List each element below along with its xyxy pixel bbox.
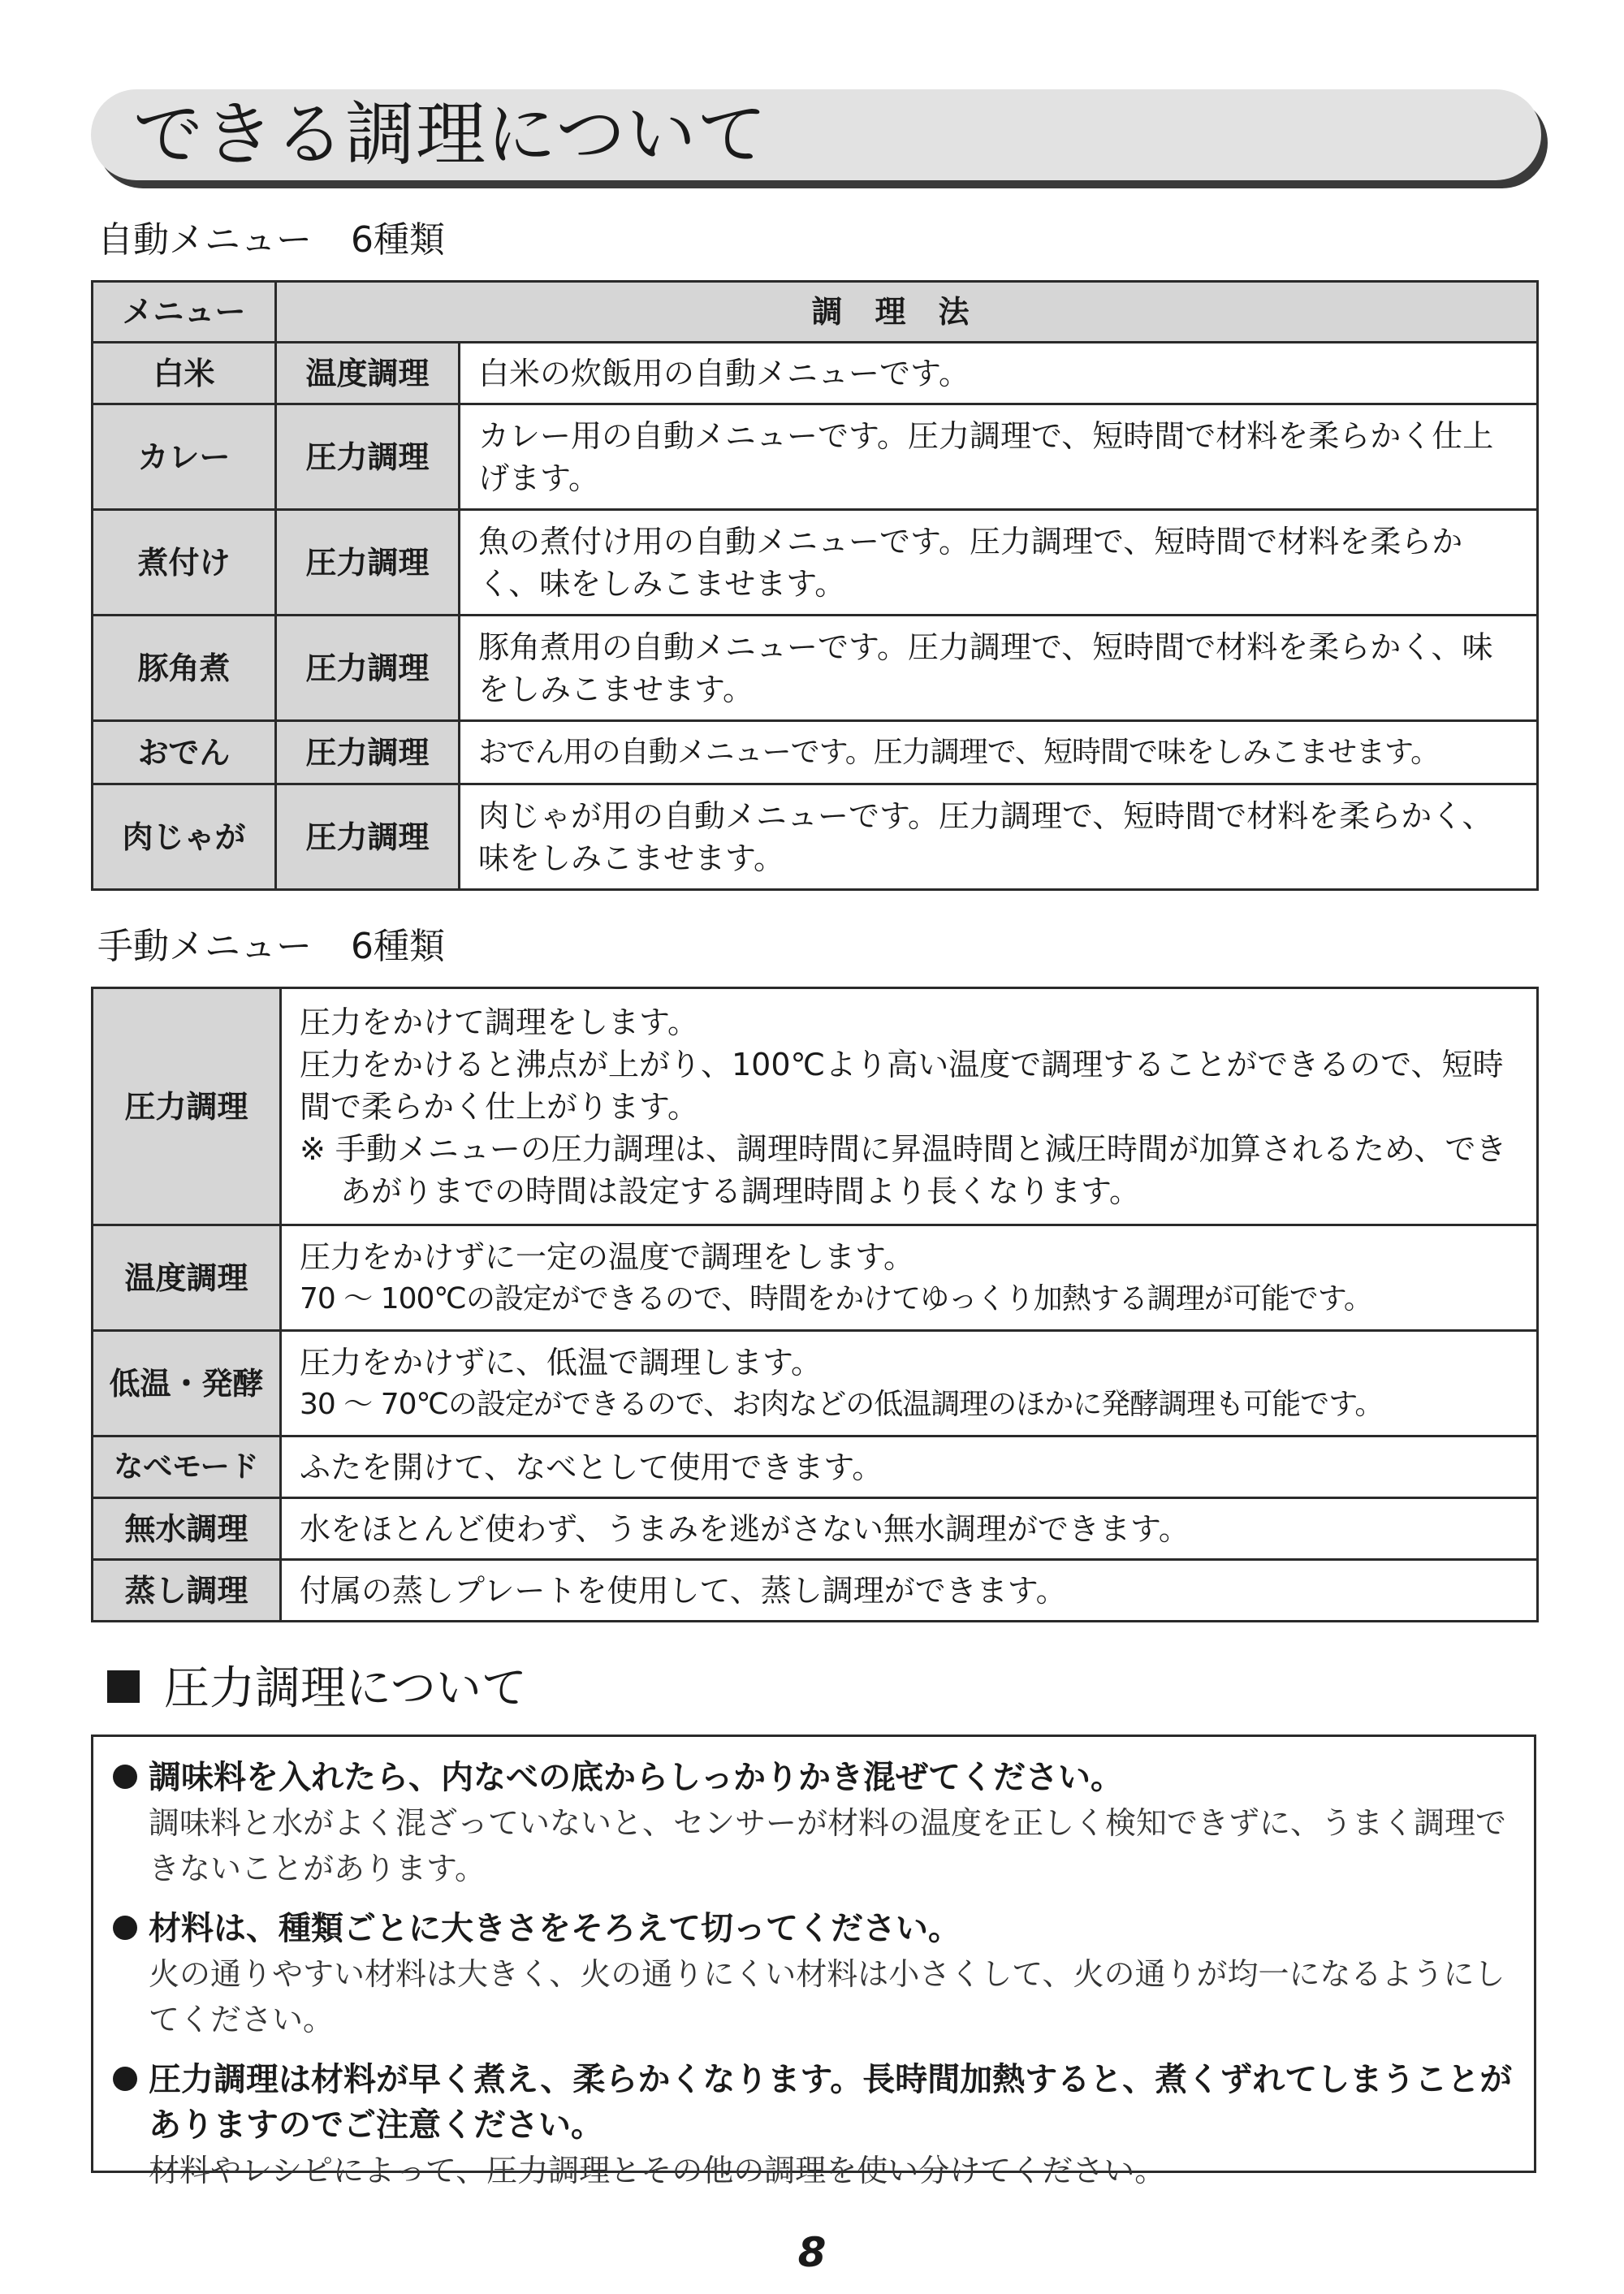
menu-name: 白米 [93,343,276,404]
page-title-banner [91,89,1541,180]
auto-menu-count: 6種類 [351,219,445,261]
manual-menu-heading [97,924,445,970]
menu-name: おでん [93,721,276,784]
menu-description: 魚の煮付け用の自動メニューです。圧力調理で、短時間で材料を柔らかく、味をしみこませます。 [460,510,1538,616]
table-row [93,404,1538,510]
mode-name: 低温・発酵 [93,1331,281,1436]
cooking-type: 温度調理 [276,343,460,404]
notice-body: 火の通りやすい材料は大きく、火の通りにくい材料は小さくして、火の通りが均一になるようにしてください。 [149,1956,1505,2037]
mode-description [281,1225,1538,1331]
menu-name: カレー [93,404,276,510]
menu-description: 豚角煮用の自動メニューです。圧力調理で、短時間で材料を柔らかく、味をしみこませます。 [460,616,1538,721]
square-bullet-icon [107,1670,140,1703]
auto-menu-label: 自動メニュー [97,219,312,261]
mode-name: 温度調理 [93,1225,281,1331]
header-menu: メニュー [93,282,276,343]
mode-description: 付属の蒸しプレートを使用して、蒸し調理ができます。 [281,1560,1538,1622]
mode-name: 蒸し調理 [93,1560,281,1622]
description-line: 30 ～ 70℃の設定ができるので、お肉などの低温調理のほかに発酵調理も可能です。 [300,1387,1384,1421]
bullet-icon [113,2067,137,2091]
manual-menu-count: 6種類 [351,926,445,967]
menu-description: カレー用の自動メニューです。圧力調理で、短時間で材料を柔らかく仕上げます。 [460,404,1538,510]
mode-name: 無水調理 [93,1498,281,1560]
mode-description [281,1331,1538,1436]
description-line: 圧力をかけて調理をします。 [300,1004,698,1040]
list-item [113,1755,1514,1891]
description-note: ※ 手動メニューの圧力調理は、調理時間に昇温時間と減圧時間が加算されるため、できあがりまでの時間は設定する調理時間より長くなります。 [300,1130,1507,1209]
cooking-type: 圧力調理 [276,616,460,721]
menu-name: 肉じゃが [93,784,276,890]
mode-description [281,988,1538,1225]
notice-lead: 材料は、種類ごとに大きさをそろえて切ってください。 [149,1910,961,1947]
pressure-section-heading [107,1661,527,1717]
description-line: 圧力をかけると沸点が上がり、100℃より高い温度で調理することができるので、短時間で柔らかく仕上がります。 [300,1046,1504,1125]
menu-description: 肉じゃが用の自動メニューです。圧力調理で、短時間で材料を柔らかく、味をしみこませます。 [460,784,1538,890]
table-row [93,343,1538,404]
table-row [93,510,1538,616]
cooking-type: 圧力調理 [276,784,460,890]
page-number: 8 [797,2229,827,2276]
notice-body: 材料やレシピによって、圧力調理とその他の調理を使い分けてください。 [149,2153,1166,2188]
table-row [93,1498,1538,1560]
pressure-notice-box [91,1735,1536,2188]
page-title: できる調理について [133,94,768,175]
list-item [113,1906,1514,2042]
table-row [93,988,1538,1225]
table-row [93,1331,1538,1436]
description-line: 圧力をかけずに一定の温度で調理をします。 [300,1238,914,1275]
table-row [93,1436,1538,1498]
cooking-type: 圧力調理 [276,510,460,616]
table-header-row [93,282,1538,343]
bullet-icon [113,1765,137,1789]
table-row [93,616,1538,721]
manual-menu-table [91,987,1539,1622]
mode-description: ふたを開けて、なべとして使用できます。 [281,1436,1538,1498]
notice-lead: 調味料を入れたら、内なべの底からしっかりかき混ぜてください。 [149,1759,1123,1796]
table-row [93,721,1538,784]
bullet-icon [113,1916,137,1940]
auto-menu-table [91,280,1539,891]
table-row [93,1225,1538,1331]
table-row [93,784,1538,890]
mode-description: 水をほとんど使わず、うまみを逃がさない無水調理ができます。 [281,1498,1538,1560]
cooking-type: 圧力調理 [276,404,460,510]
cooking-type: 圧力調理 [276,721,460,784]
list-item [113,2057,1514,2193]
pressure-section-title: 圧力調理について [164,1662,527,1715]
menu-name: 煮付け [93,510,276,616]
description-line: 圧力をかけずに、低温で調理します。 [300,1344,822,1380]
mode-name: なべモード [93,1436,281,1498]
description-line: 70 ～ 100℃の設定ができるので、時間をかけてゆっくり加熱する調理が可能です。 [300,1281,1372,1315]
notice-body: 調味料と水がよく混ざっていないと、センサーが材料の温度を正しく検知できずに、うまく調理できないことがあります。 [149,1805,1507,1886]
menu-name: 豚角煮 [93,616,276,721]
header-method: 調理法 [276,282,1538,343]
notice-lead: 圧力調理は材料が早く煮え、柔らかくなります。長時間加熱すると、煮くずれてしまうことがありますのでご注意ください。 [149,2061,1513,2144]
manual-menu-label: 手動メニュー [97,926,312,967]
auto-menu-heading [97,218,445,263]
mode-name: 圧力調理 [93,988,281,1225]
menu-description: おでん用の自動メニューです。圧力調理で、短時間で味をしみこませます。 [460,721,1538,784]
menu-description: 白米の炊飯用の自動メニューです。 [460,343,1538,404]
table-row [93,1560,1538,1622]
